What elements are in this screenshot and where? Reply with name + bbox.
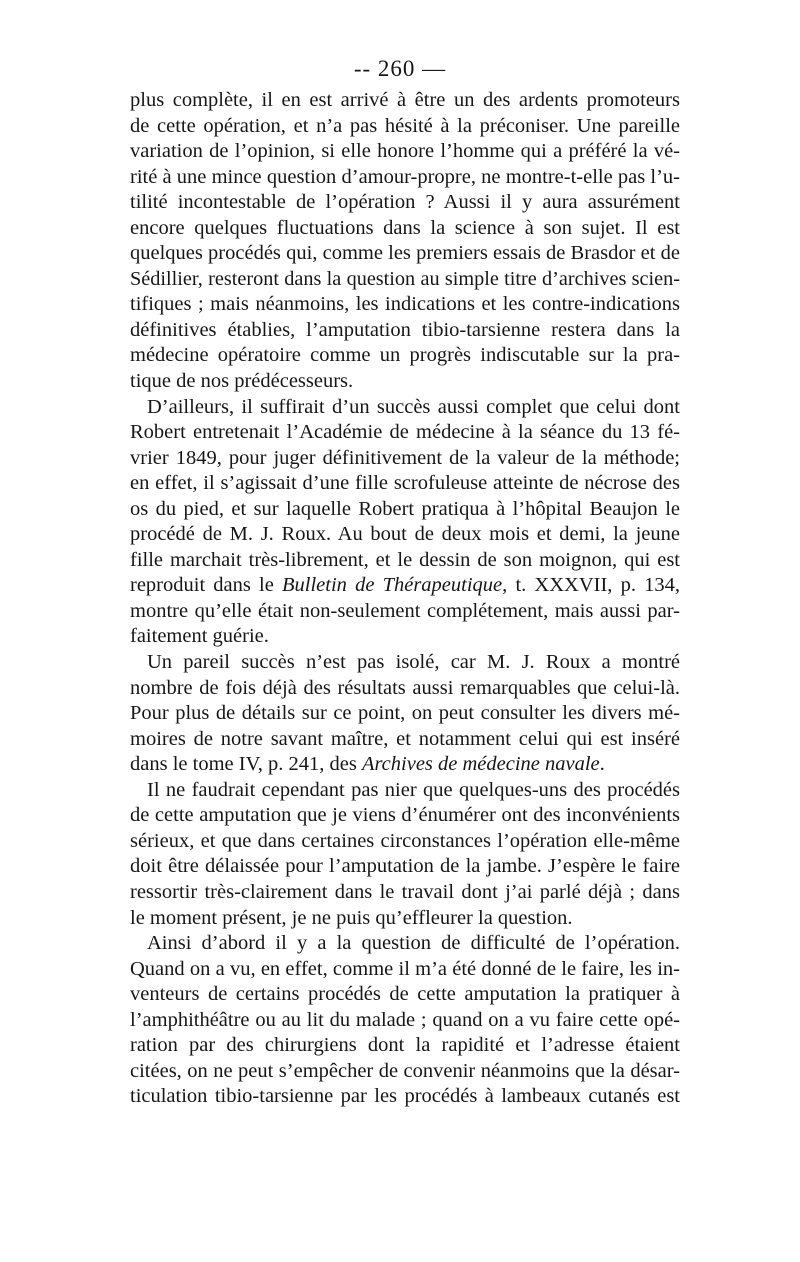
- text-line: moires de notre savant maître, et notamment celui qui est inséré: [130, 727, 680, 750]
- text-run: , t. XXXVII, p. 134,: [502, 574, 680, 597]
- paragraph-first-line: D’ailleurs, il suffirait d’un succès aussi complet que celui dont: [147, 395, 680, 418]
- text-line: citées, on ne peut s’empêcher de convenir néanmoins que la désar-: [130, 1059, 680, 1082]
- italic-title: Archives de médecine navale: [361, 753, 600, 776]
- text-line: définitives établies, l’amputation tibio-tarsienne restera dans la: [130, 318, 680, 341]
- text-line: os du pied, et sur laquelle Robert pratiqua à l’hôpital Beaujon le: [130, 497, 680, 520]
- text-line: fille marchait très-librement, et le dessin de son moignon, qui est: [130, 548, 680, 571]
- italic-title: Bulletin de Thérapeutique: [282, 574, 503, 597]
- text-line: Sédillier, resteront dans la question au simple titre d’archives scien-: [130, 267, 680, 290]
- text-line: venteurs de certains procédés de cette amputation la pratiquer à: [130, 983, 680, 1006]
- text-line: montre qu’elle était non-seulement complétement, mais aussi par-: [130, 599, 680, 622]
- text-line: [130, 573, 680, 599]
- text-line: le moment présent, je ne puis qu’effleurer la question.: [130, 906, 573, 929]
- text-line: Robert entretenait l’Académie de médecine à la séance du 13 fé-: [130, 421, 680, 444]
- text-line: en effet, il s’agissait d’une fille scrofuleuse atteinte de nécrose des: [130, 472, 680, 495]
- body-text: [130, 88, 680, 1110]
- text-line: tifiques ; mais néanmoins, les indications et les contre-indications: [130, 293, 680, 316]
- text-line: Pour plus de détails sur ce point, on peut consulter les divers mé-: [130, 702, 680, 725]
- text-line: encore quelques fluctuations dans la science à son sujet. Il est: [130, 216, 680, 239]
- text-line: plus complète, il en est arrivé à être un des ardents promoteurs: [130, 89, 680, 111]
- text-line: doit être délaissée pour l’amputation de la jambe. J’espère le faire: [130, 855, 680, 878]
- text-line: ticulation tibio-tarsienne par les procédés à lambeaux cutanés est: [130, 1085, 680, 1108]
- text-line: procédé de M. J. Roux. Au bout de deux mois et demi, la jeune: [130, 523, 680, 546]
- text-line: de cette amputation que je viens d’énumérer ont des inconvénients: [130, 804, 680, 827]
- text-line: tique de nos prédécesseurs.: [130, 370, 354, 393]
- text-run: reproduit dans le: [130, 574, 282, 597]
- text-line: quelques procédés qui, comme les premiers essais de Brasdor et de: [130, 242, 680, 265]
- text-line: sérieux, et que dans certaines circonstances l’opération elle-même: [130, 829, 680, 852]
- paragraph-first-line: Un pareil succès n’est pas isolé, car M. J. Roux a montré: [147, 651, 680, 674]
- text-line: tilité incontestable de l’opération ? Aussi il y aura assurément: [130, 191, 680, 214]
- page-number: -- 260 —: [353, 56, 447, 81]
- text-line: [130, 752, 680, 778]
- paragraph-first-line: Ainsi d’abord il y a la question de difficulté de l’opération.: [147, 932, 680, 955]
- text-line: ressortir très-clairement dans le travail dont j’ai parlé déjà ; dans: [130, 880, 680, 903]
- paragraph-first-line: Il ne faudrait cependant pas nier que quelques-uns des procédés: [147, 778, 680, 801]
- text-line: rité à une mince question d’amour-propre, ne montre-t-elle pas l’u-: [130, 165, 680, 188]
- text-line: faitement guérie.: [130, 625, 269, 648]
- text-line: vrier 1849, pour juger définitivement de la valeur de la méthode;: [130, 446, 680, 469]
- text-line: médecine opératoire comme un progrès indiscutable sur la pra-: [130, 344, 680, 367]
- text-run: .: [599, 753, 605, 776]
- text-line: nombre de fois déjà des résultats aussi remarquables que celui-là.: [130, 676, 680, 699]
- text-line: variation de l’opinion, si elle honore l’homme qui a préféré la vé-: [130, 140, 680, 163]
- text-run: dans le tome IV, p. 241, des: [130, 753, 362, 776]
- text-line: de cette opération, et n’a pas hésité à la préconiser. Une pareille: [130, 114, 680, 137]
- text-line: Quand on a vu, en effet, comme il m’a été donné de le faire, les in-: [130, 957, 680, 980]
- text-line: ration par des chirurgiens dont la rapidité et l’adresse étaient: [130, 1034, 680, 1057]
- text-line: l’amphithéâtre ou au lit du malade ; quand on a vu faire cette opé-: [130, 1008, 680, 1031]
